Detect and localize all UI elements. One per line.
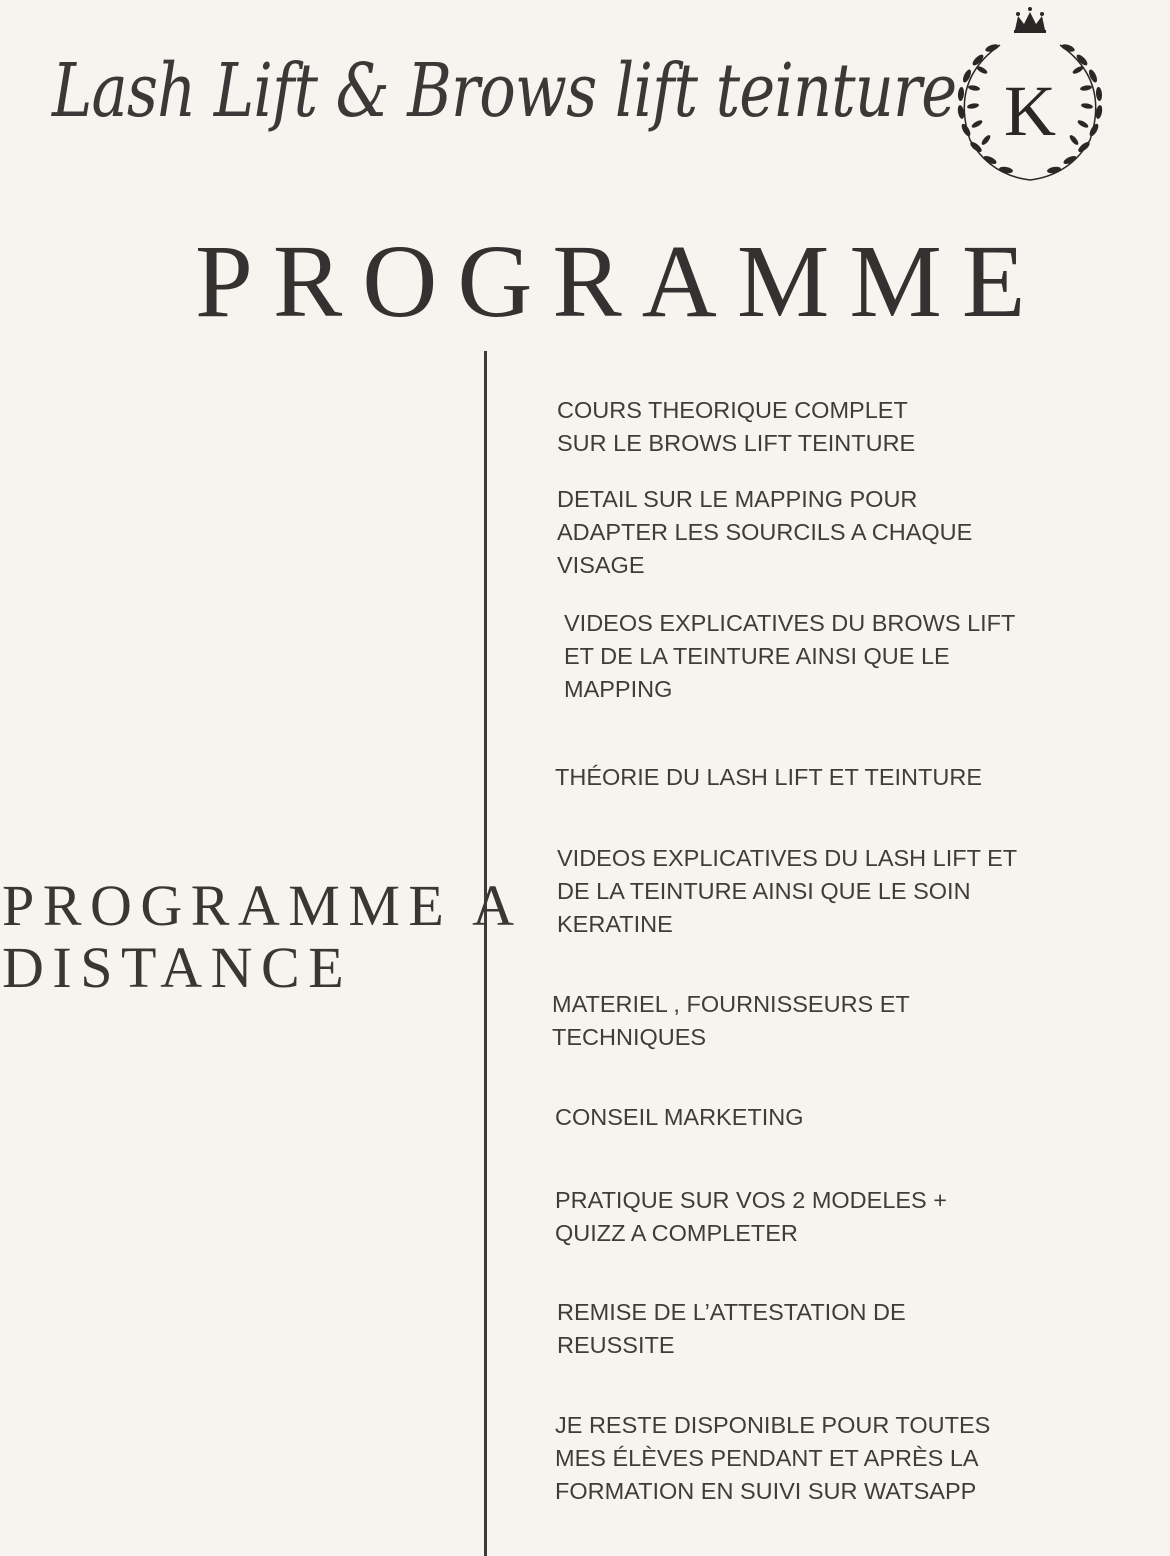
crown-icon	[1014, 7, 1046, 33]
program-item: PRATIQUE SUR VOS 2 MODELES + QUIZZ A COMPLETER	[555, 1187, 947, 1246]
program-item: VIDEOS EXPLICATIVES DU BROWS LIFT ET DE LA TEINTURE AINSI QUE LE MAPPING	[564, 610, 1016, 702]
program-item: JE RESTE DISPONIBLE POUR TOUTES MES ÉLÈVES PENDANT ET APRÈS LA FORMATION EN SUIVI SUR WATSAPP	[555, 1412, 991, 1504]
program-item: REMISE DE L’ATTESTATION DE REUSSITE	[557, 1299, 906, 1358]
section-title-line1: PROGRAMME A	[2, 873, 523, 939]
script-title: Lash Lift & Brows lift teinture	[52, 48, 957, 134]
crown-laurel-logo	[940, 0, 1120, 190]
page-title: PROGRAMME	[195, 223, 1046, 339]
program-item: MATERIEL , FOURNISSEURS ET TECHNIQUES	[552, 991, 910, 1050]
program-item: COURS THEORIQUE COMPLET SUR LE BROWS LIFT TEINTURE	[557, 397, 916, 456]
logo-letter: K	[1004, 71, 1056, 151]
section-title-line2: DISTANCE	[2, 935, 353, 1001]
program-item: DETAIL SUR LE MAPPING POUR ADAPTER LES SOURCILS A CHAQUE VISAGE	[557, 486, 973, 578]
program-item: VIDEOS EXPLICATIVES DU LASH LIFT ET DE LA TEINTURE AINSI QUE LE SOIN KERATINE	[557, 845, 1018, 937]
section-title	[2, 875, 523, 999]
program-item: CONSEIL MARKETING	[555, 1104, 804, 1130]
program-item: THÉORIE DU LASH LIFT ET TEINTURE	[555, 764, 982, 790]
